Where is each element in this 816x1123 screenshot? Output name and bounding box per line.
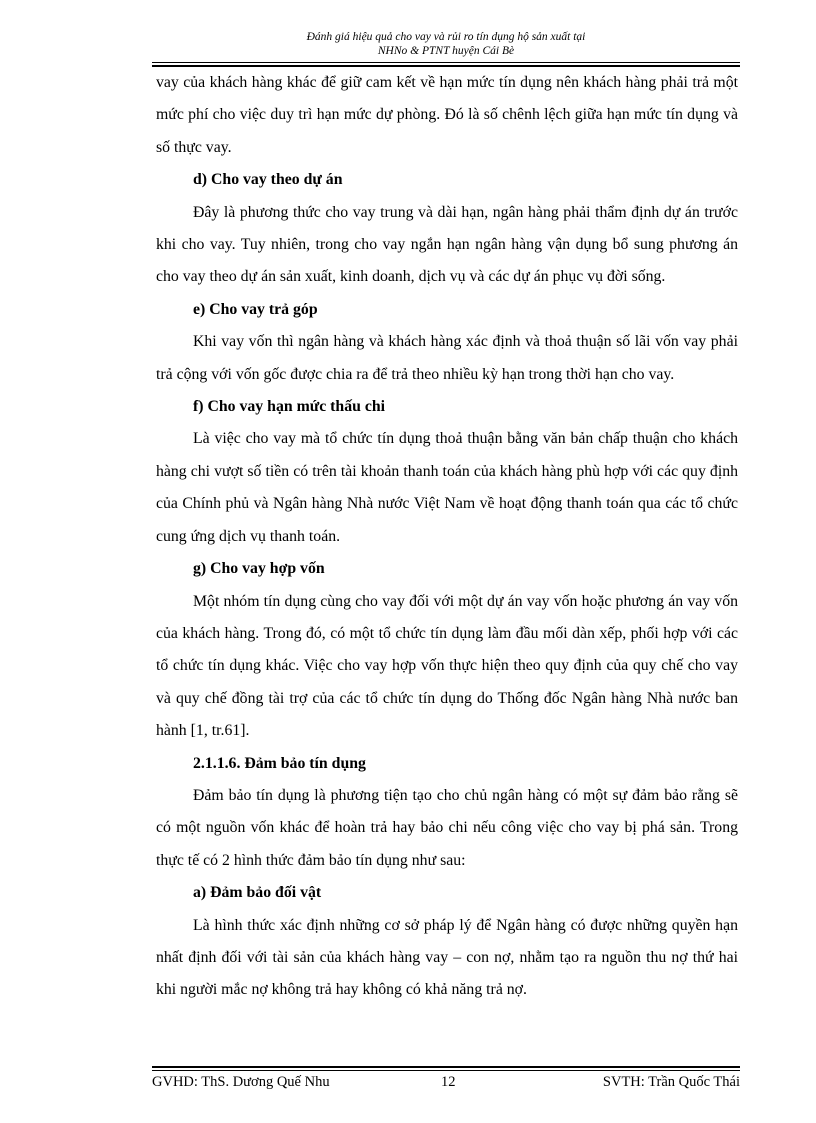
paragraph-overdraft-loan: Là việc cho vay mà tổ chức tín dụng thoả thuận bằng văn bản chấp thuận cho khách hàng chi vượt số tiền có trên tài khoản thanh toán của khách hàng phù hợp với các quy định của Chính phủ và Ngân hàng Nhà nước Việt Nam về hoạt động thanh toán qua các tổ chức cung ứng dịch vụ thanh toán.	[156, 430, 738, 545]
footer-divider	[152, 1066, 740, 1071]
header-title-line-1: Đánh giá hiệu quả cho vay và rủi ro tín dụng hộ sản xuất tại	[306, 31, 586, 43]
paragraph-collateral: Là hình thức xác định những cơ sở pháp lý để Ngân hàng có được những quyền hạn nhất định đối với tài sản của khách hàng vay – con nợ, nhằm tạo ra nguồn thu nợ thứ hai khi người mắc nợ không trả hay không có khả năng trả nợ.	[156, 916, 738, 999]
header-divider	[152, 62, 740, 67]
heading-credit-guarantee: 2.1.1.6. Đảm bảo tín dụng	[193, 754, 366, 772]
heading-project-loan: d) Cho vay theo dự án	[193, 171, 343, 189]
page-number: 12	[441, 1074, 456, 1090]
heading-syndicated-loan: g) Cho vay hợp vốn	[193, 560, 325, 578]
paragraph-installment-loan: Khi vay vốn thì ngân hàng và khách hàng xác định và thoả thuận số lãi vốn vay phải trả cộng với vốn gốc được chia ra để trả theo nhiều kỳ hạn trong thời hạn cho vay.	[156, 333, 738, 383]
paragraph-project-loan: Đây là phương thức cho vay trung và dài hạn, ngân hàng phải thẩm định dự án trước khi cho vay. Tuy nhiên, trong cho vay ngắn hạn ngân hàng vận dụng bổ sung phương án cho vay theo dự án sản xuất, kinh doanh, dịch vụ và các dự án phục vụ đời sống.	[156, 203, 738, 286]
footer-advisor: GVHD: ThS. Dương Quế Nhu	[152, 1074, 330, 1090]
paragraph-credit-guarantee: Đảm bảo tín dụng là phương tiện tạo cho chủ ngân hàng có một sự đảm bảo rằng sẽ có một nguồn vốn khác để hoàn trả hay bảo chi nếu công việc cho vay bị phá sản. Trong thực tế có 2 hình thức đảm bảo tín dụng như sau:	[156, 786, 738, 869]
page-footer	[152, 1073, 740, 1091]
heading-installment-loan: e) Cho vay trả góp	[193, 300, 318, 318]
header-title-line-2: NHNo & PTNT huyện Cái Bè	[377, 45, 515, 57]
heading-overdraft-loan: f) Cho vay hạn mức thấu chi	[193, 398, 386, 416]
footer-student: SVTH: Trần Quốc Thái	[602, 1074, 740, 1090]
heading-collateral: a) Đảm bảo đối vật	[193, 884, 322, 902]
paragraph-continuation: vay của khách hàng khác để giữ cam kết về hạn mức tín dụng nên khách hàng phải trả một mức phí cho việc duy trì hạn mức dự phòng. Đó là số chênh lệch giữa hạn mức tín dụng và số thực vay.	[156, 74, 738, 156]
page-header	[152, 30, 740, 58]
page-body	[156, 67, 738, 1007]
paragraph-syndicated-loan: Một nhóm tín dụng cùng cho vay đối với một dự án vay vốn hoặc phương án vay vốn của khách hàng. Trong đó, có một tổ chức tín dụng làm đầu mối dàn xếp, phối hợp với các tổ chức tín dụng khác. Việc cho vay hợp vốn thực hiện theo quy định của quy chế cho vay và quy chế đồng tài trợ của các tổ chức tín dụng do Thống đốc Ngân hàng Nhà nước ban hành [1, tr.61].	[156, 592, 738, 740]
